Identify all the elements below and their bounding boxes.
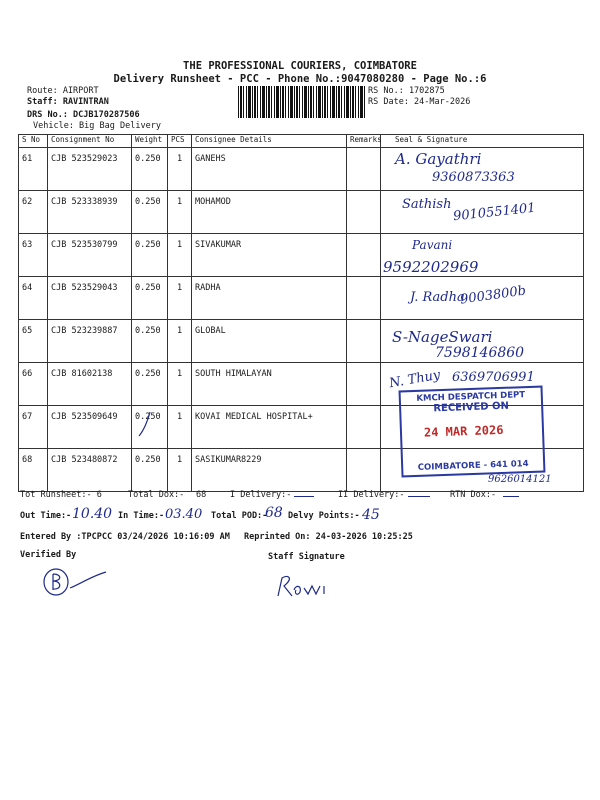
total-dox-label: Total Dox:-: [128, 490, 185, 500]
col-consignee: Consignee Details: [192, 135, 347, 148]
ii-delivery-dash: [408, 496, 430, 497]
row-weight: 0.250: [132, 449, 168, 492]
delvy-points-value: 45: [362, 507, 380, 523]
received-stamp: [399, 386, 546, 478]
row-consignee: SIVAKUMAR: [192, 234, 347, 277]
row-weight: 0.250: [132, 277, 168, 320]
row-consignment: CJB 81602138: [48, 363, 132, 406]
staff-signature: [274, 572, 334, 602]
row-sno: 65: [19, 320, 48, 363]
row-consignment: CJB 523239887: [48, 320, 132, 363]
row-pcs: 1: [168, 406, 192, 449]
row-remarks: [347, 277, 381, 320]
row-consignment: CJB 523338939: [48, 191, 132, 234]
row-pcs: 1: [168, 449, 192, 492]
i-delivery-label: I Delivery:-: [230, 490, 292, 500]
col-remarks: Remarks: [347, 135, 381, 148]
handwritten-name: N. Thuy: [388, 367, 442, 392]
verifier-signature: [40, 566, 110, 600]
row-sno: 61: [19, 148, 48, 191]
row-consignee: MOHAMOD: [192, 191, 347, 234]
row-consignment: CJB 523529043: [48, 277, 132, 320]
handwritten-name: S-NageSwari: [392, 328, 493, 346]
table-row: [19, 234, 584, 277]
row-sno: 64: [19, 277, 48, 320]
row-remarks: [347, 363, 381, 406]
staff-label: Staff: RAVINTRAN: [27, 97, 109, 107]
entered-by: Entered By :TPCPCC 03/24/2026 10:16:09 AM: [20, 532, 230, 542]
row-remarks: [347, 234, 381, 277]
rs-number: RS No.: 1702875: [368, 86, 445, 96]
pen-tick-mark: [136, 410, 156, 440]
row-remarks: [347, 320, 381, 363]
handwritten-name: A. Gayathri: [395, 150, 482, 168]
runsheet-subtitle: Delivery Runsheet - PCC - Phone No.:9047080280 - Page No.:6: [113, 73, 487, 85]
stamp-date: 24 MAR 2026: [423, 422, 504, 440]
handwritten-name: J. Radha: [410, 290, 465, 305]
row-remarks: [347, 148, 381, 191]
row-sno: 67: [19, 406, 48, 449]
row-pcs: 1: [168, 320, 192, 363]
row-consignment: CJB 523509649: [48, 406, 132, 449]
row-sno: 66: [19, 363, 48, 406]
col-pcs: PCS: [168, 135, 192, 148]
row-weight: 0.250: [132, 234, 168, 277]
row-pcs: 1: [168, 191, 192, 234]
row-pcs: 1: [168, 363, 192, 406]
handwritten-phone: 6369706991: [452, 370, 535, 385]
row-consignee: SASIKUMAR8229: [192, 449, 347, 492]
row-remarks: [347, 406, 381, 449]
row-consignment: CJB 523480872: [48, 449, 132, 492]
handwritten-phone: 7598146860: [435, 345, 525, 361]
stamp-dept: KMCH DESPATCH DEPT: [416, 390, 526, 404]
row-sno: 63: [19, 234, 48, 277]
col-seal-signature: Seal & Signature: [381, 135, 584, 148]
row-pcs: 1: [168, 148, 192, 191]
stamp-location: COIMBATORE - 641 014: [417, 459, 529, 473]
row-weight: 0.250: [132, 406, 168, 449]
reprinted-on: Reprinted On: 24-03-2026 10:25:25: [244, 532, 413, 542]
drs-number: DRS No.: DCJB170287506: [27, 110, 140, 120]
row-consignee: KOVAI MEDICAL HOSPITAL+: [192, 406, 347, 449]
total-pod-label: Total POD:-: [211, 511, 268, 521]
row-consignee: RADHA: [192, 277, 347, 320]
barcode: [238, 86, 366, 118]
vehicle-label: Vehicle: Big Bag Delivery: [33, 121, 161, 131]
row-weight: 0.250: [132, 320, 168, 363]
handwritten-name: Sathish: [402, 197, 452, 212]
verified-by-label: Verified By: [20, 550, 77, 560]
stamp-received: RECEIVED ON: [433, 400, 510, 415]
tot-runsheet: Tot Runsheet:- 6: [20, 490, 102, 500]
row-consignment: CJB 523529023: [48, 148, 132, 191]
total-pod-value: 68: [265, 505, 283, 521]
row-pcs: 1: [168, 234, 192, 277]
table-header-row: [19, 135, 584, 148]
row-consignee: SOUTH HIMALAYAN: [192, 363, 347, 406]
row-consignee: GLOBAL: [192, 320, 347, 363]
handwritten-phone: 9003800b: [459, 283, 527, 308]
total-dox-value: 68: [196, 490, 207, 500]
delvy-points-label: Delvy Points:-: [288, 511, 360, 521]
staff-signature-label: Staff Signature: [268, 552, 345, 562]
row-consignee: GANEHS: [192, 148, 347, 191]
handwritten-phone: 9626014121: [488, 474, 552, 485]
row-sno: 62: [19, 191, 48, 234]
row-consignment: CJB 523530799: [48, 234, 132, 277]
row-weight: 0.250: [132, 191, 168, 234]
rtn-dox-dash: [503, 496, 519, 497]
handwritten-phone: 9010551401: [452, 200, 537, 225]
row-sno: 68: [19, 449, 48, 492]
row-remarks: [347, 191, 381, 234]
row-weight: 0.250: [132, 148, 168, 191]
handwritten-phone: 9592202969: [383, 258, 479, 276]
row-pcs: 1: [168, 277, 192, 320]
i-delivery-dash: [294, 496, 314, 497]
out-time-value: 10.40: [72, 506, 113, 522]
rtn-dox-label: RTN Dox:-: [450, 490, 497, 500]
in-time-value: 03.40: [165, 507, 203, 522]
col-consignment: Consignment No: [48, 135, 132, 148]
row-remarks: [347, 449, 381, 492]
handwritten-phone: 9360873363: [432, 170, 515, 185]
row-weight: 0.250: [132, 363, 168, 406]
rs-date: RS Date: 24-Mar-2026: [368, 97, 471, 107]
in-time-label: In Time:-: [118, 511, 165, 521]
handwritten-name: Pavani: [412, 238, 453, 252]
company-title: THE PROFESSIONAL COURIERS, COIMBATORE: [183, 60, 417, 72]
col-weight: Weight: [132, 135, 168, 148]
col-sno: S No: [19, 135, 48, 148]
route-label: Route: AIRPORT: [27, 86, 99, 96]
ii-delivery-label: II Delivery:-: [338, 490, 405, 500]
out-time-label: Out Time:-: [20, 511, 72, 521]
